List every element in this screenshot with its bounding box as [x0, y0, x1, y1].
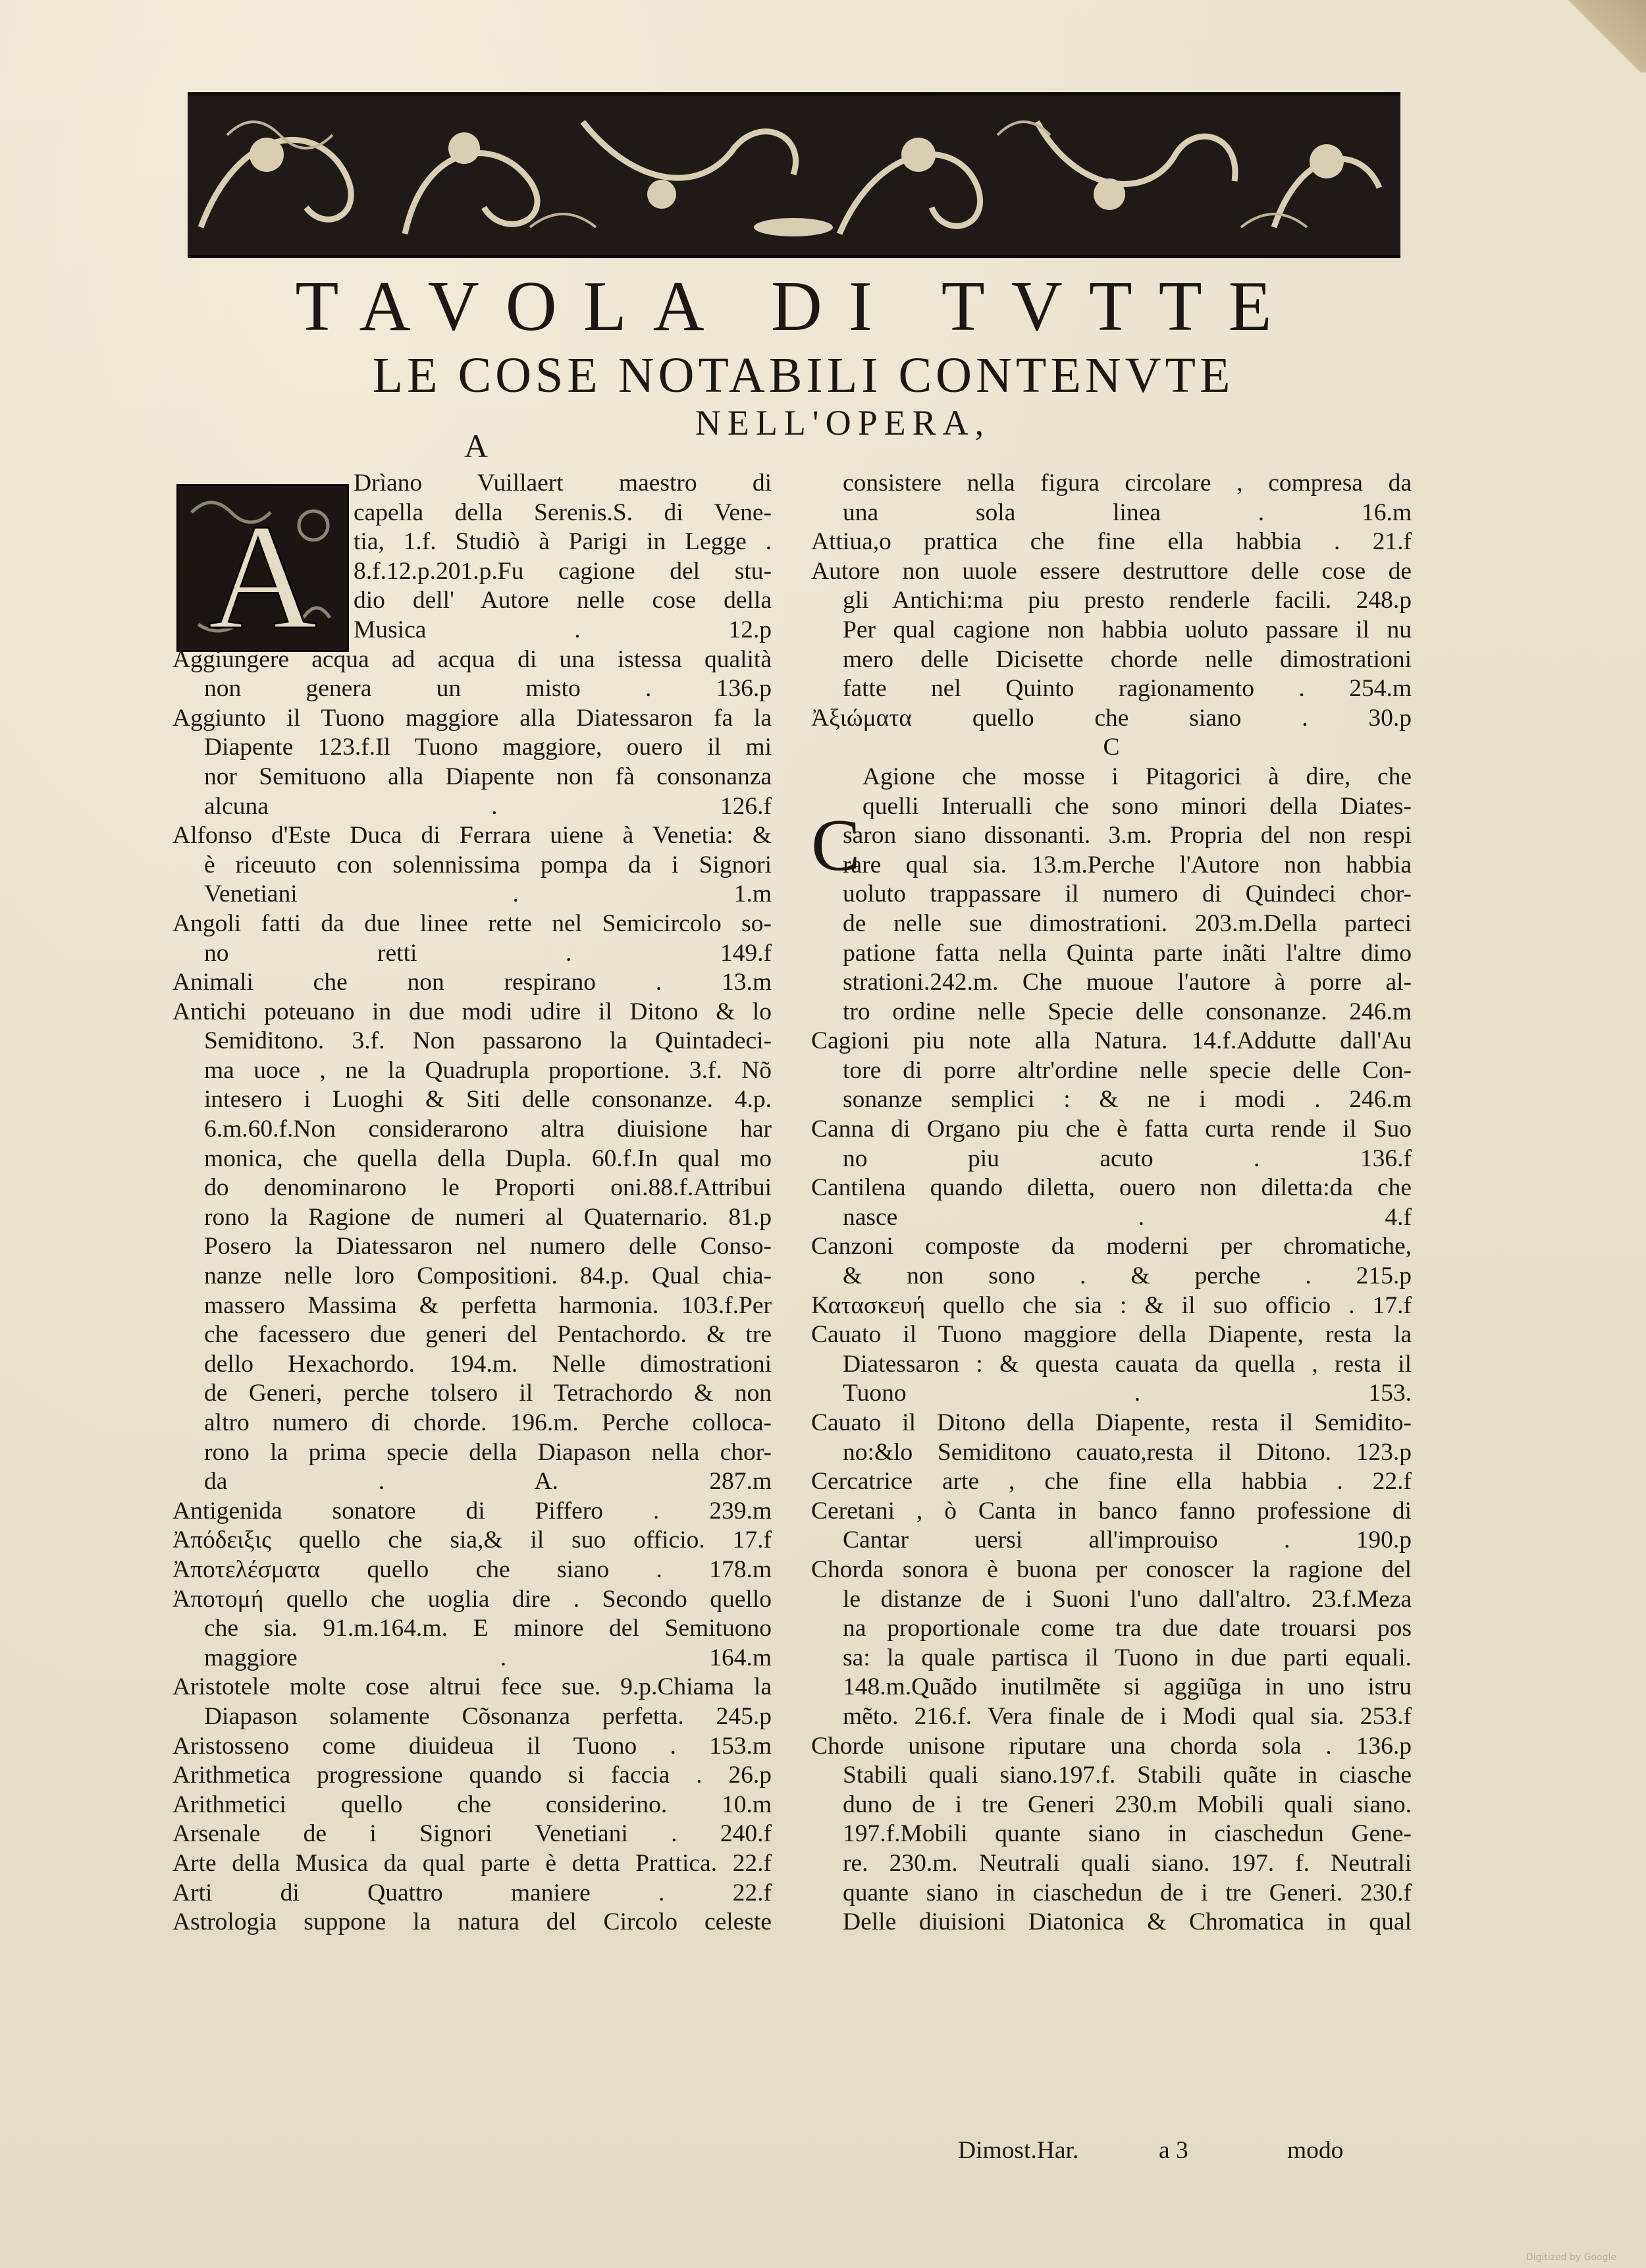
index-entry: Ἀποτομή quello che uoglia dire . Secondo quello: [173, 1585, 772, 1613]
index-entry: Cauato il Tuono maggiore della Diapente, resta la: [811, 1321, 1412, 1349]
section-letter-c: C: [1103, 734, 1120, 761]
index-column-right: [811, 469, 1412, 1937]
index-entry: Animali che non respirano . 13.m: [173, 969, 772, 996]
index-entry: Chorde unisone riputare una chorda sola . 136.p: [811, 1732, 1412, 1760]
initial-c: C: [811, 805, 861, 886]
index-entry: Canna di Organo piu che è fatta curta rende il Suo: [811, 1116, 1412, 1143]
index-entry: 197.f.Mobili quante siano in ciaschedun Gene-: [843, 1820, 1412, 1848]
index-entry: sa: la quale partisca il Tuono in due parti equali.: [843, 1644, 1412, 1671]
digitization-watermark: Digitized by Google: [1526, 2252, 1616, 2263]
index-entry: Attiua,o prattica che fine ella habbia . 21.f: [811, 528, 1412, 556]
index-entry: Chorda sonora è buona per conoscer la ragione del: [811, 1555, 1412, 1583]
index-entry: Aristotele molte cose altrui fece sue. 9.p.Chiama la: [173, 1673, 772, 1701]
index-entry: saron siano dissonanti. 3.m. Propria del non respi: [843, 822, 1412, 850]
index-entry: le distanze de i Suoni l'uno dall'altro. 23.f.Meza: [843, 1585, 1412, 1613]
index-entry: fatte nel Quinto ragionamento . 254.m: [843, 675, 1412, 703]
title-line-1: TAVOLA DI TVTTE: [295, 267, 1298, 346]
index-entry: sonanze semplici : & ne i modi . 246.m: [843, 1086, 1412, 1114]
index-entry: Agione che mosse i Pitagorici à dire, che: [863, 763, 1412, 790]
index-entry: no retti . 149.f: [204, 939, 772, 967]
index-entry: dello Hexachordo. 194.m. Nelle dimostrationi: [204, 1350, 772, 1378]
index-entry: Ἀπόδειξις quello che sia,& il suo officio. 17.f: [173, 1526, 772, 1554]
index-entry: de Generi, perche tolsero il Tetrachordo & non: [204, 1380, 772, 1407]
index-entry: monica, che quella della Dupla. 60.f.In qual mo: [204, 1145, 772, 1172]
index-entry: nanze nelle loro Compositioni. 84.p. Qual chia-: [204, 1262, 772, 1290]
index-entry: Diatessaron : & questa cauata da quella , resta il: [843, 1350, 1412, 1378]
index-entry: rono la prima specie della Diapason nella chor-: [204, 1438, 772, 1466]
index-entry: quante siano in ciaschedun de i tre Generi. 230.f: [843, 1879, 1412, 1906]
title-line-2: LE COSE NOTABILI CONTENVTE: [372, 348, 1234, 403]
index-entry: nor Semituono alla Diapente non fà consonanza: [204, 763, 772, 790]
index-entry: massero Massima & perfetta harmonia. 103.f.Per: [204, 1291, 772, 1319]
index-entry: Aggiungere acqua ad acqua di una istessa qualità: [173, 645, 772, 673]
index-entry: maggiore . 164.m: [204, 1644, 772, 1671]
index-entry: Arte della Musica da qual parte è detta Prattica. 22.f: [173, 1849, 772, 1877]
index-entry: Stabili quali siano.197.f. Stabili quãte in ciasche: [843, 1762, 1412, 1789]
index-entry: Delle diuisioni Diatonica & Chromatica in qual: [843, 1908, 1412, 1936]
index-entry: Drìano Vuillaert maestro di: [354, 470, 772, 497]
index-entry: intesero i Luoghi & Siti delle consonanze. 4.p.: [204, 1086, 772, 1114]
index-entry: Arithmetica progressione quando si faccia . 26.p: [173, 1762, 772, 1789]
index-entry: consistere nella figura circolare , compresa da: [843, 470, 1412, 497]
index-entry: Tuono . 153.: [843, 1380, 1412, 1407]
running-title: Dimost.Har.: [958, 2137, 1079, 2164]
index-entry: Posero la Diatessaron nel numero delle Conso-: [204, 1233, 772, 1260]
index-entry: Ἀξιώματα quello che siano . 30.p: [811, 704, 1412, 732]
index-entry: Alfonso d'Este Duca di Ferrara uiene à Venetia: &: [173, 822, 772, 850]
index-entry: Diapason solamente Cõsonanza perfetta. 245.p: [204, 1702, 772, 1730]
index-entry: alcuna . 126.f: [204, 792, 772, 820]
index-entry: Cagioni piu note alla Natura. 14.f.Addutte dall'Au: [811, 1027, 1412, 1055]
section-letter-a: A: [464, 427, 489, 464]
woodcut-headpiece: [188, 92, 1400, 258]
index-entry: no:&lo Semiditono cauato,resta il Ditono. 123.p: [843, 1438, 1412, 1466]
index-entry: Cercatrice arte , che fine ella habbia . 22.f: [811, 1468, 1412, 1496]
index-entry: tore di porre altr'ordine nelle specie delle Con-: [843, 1056, 1412, 1084]
page-corner: [1547, 0, 1646, 72]
index-entry: do denominarono le Proporti oni.88.f.Attribui: [204, 1174, 772, 1202]
index-entry: tia, 1.f. Studiò à Parigi in Legge .: [354, 528, 772, 556]
index-entry: quelli Interualli che sono minori della Diates-: [863, 792, 1412, 820]
index-entry: Canzoni composte da moderni per chromatiche,: [811, 1233, 1412, 1260]
index-entry: Antigenida sonatore di Piffero . 239.m: [173, 1497, 772, 1525]
index-entry: strationi.242.m. Che muoue l'autore à porre al-: [843, 969, 1412, 996]
index-entry: Musica . 12.p: [354, 616, 772, 643]
index-entry: Astrologia suppone la natura del Circolo celeste: [173, 1908, 772, 1936]
index-entry: Arti di Quattro maniere . 22.f: [173, 1879, 772, 1906]
index-entry: ma uoce , ne la Quadrupla proportione. 3.f. Nõ: [204, 1056, 772, 1084]
signature-mark: a 3: [1159, 2137, 1188, 2164]
index-entry: rare qual sia. 13.m.Perche l'Autore non habbia: [843, 851, 1412, 878]
title-line-3: NELL'OPERA,: [695, 403, 991, 443]
index-entry: 6.m.60.f.Non considerarono altra diuisione har: [204, 1116, 772, 1143]
index-entry: gli Antichi:ma piu presto renderle facili. 248.p: [843, 587, 1412, 614]
index-entry: no piu acuto . 136.f: [843, 1145, 1412, 1172]
index-entry: mẽto. 216.f. Vera finale de i Modi qual sia. 253.f: [843, 1702, 1412, 1730]
index-entry: è riceuuto con solennissima pompa da i Signori: [204, 851, 772, 878]
index-entry: Autore non uuole essere destruttore delle cose de: [811, 557, 1412, 585]
index-entry: altro numero di chorde. 196.m. Perche colloca-: [204, 1409, 772, 1436]
index-entry: Arithmetici quello che considerino. 10.m: [173, 1791, 772, 1818]
index-entry: non genera un misto . 136.p: [204, 675, 772, 703]
index-entry: & non sono . & perche . 215.p: [843, 1262, 1412, 1290]
index-entry: Per qual cagione non habbia uoluto passare il nu: [843, 616, 1412, 643]
index-entry: Angoli fatti da due linee rette nel Semicircolo so-: [173, 909, 772, 937]
index-entry: dio dell' Autore nelle cose della: [354, 587, 772, 614]
index-entry: Κατασκευή quello che sia : & il suo officio . 17.f: [811, 1291, 1412, 1319]
index-entry: Ceretani , ò Canta in banco fanno professione di: [811, 1497, 1412, 1525]
index-entry: Ἀποτελέσματα quello che siano . 178.m: [173, 1555, 772, 1583]
index-entry: na proportionale come tra due date trouarsi pos: [843, 1615, 1412, 1642]
index-entry: da . A. 287.m: [204, 1468, 772, 1496]
index-entry: Semiditono. 3.f. Non passarono la Quintadeci-: [204, 1027, 772, 1055]
index-entry: capella della Serenis.S. di Vene-: [354, 499, 772, 526]
index-entry: Aggiunto il Tuono maggiore alla Diatessaron fa la: [173, 704, 772, 732]
index-entry: Cantar uersi all'improuiso . 190.p: [843, 1526, 1412, 1554]
index-entry: nasce . 4.f: [843, 1203, 1412, 1231]
index-entry: patione fatta nella Quinta parte inãti l'altre dimo: [843, 939, 1412, 967]
index-entry: Venetiani . 1.m: [204, 880, 772, 908]
svg-text:A: A: [207, 493, 318, 650]
index-entry: una sola linea . 16.m: [843, 499, 1412, 526]
index-entry: 8.f.12.p.201.p.Fu cagione del stu-: [354, 557, 772, 585]
index-entry: Arsenale de i Signori Venetiani . 240.f: [173, 1820, 772, 1848]
index-entry: duno de i tre Generi 230.m Mobili quali siano.: [843, 1791, 1412, 1818]
index-entry: Cantilena quando diletta, ouero non diletta:da che: [811, 1174, 1412, 1202]
index-entry: Cauato il Ditono della Diapente, resta il Semidito-: [811, 1409, 1412, 1436]
index-column-left: [173, 469, 772, 1937]
index-entry: Aristosseno come diuideua il Tuono . 153.m: [173, 1732, 772, 1760]
index-entry: mero delle Dicisette chorde nelle dimostrationi: [843, 645, 1412, 673]
index-entry: de nelle sue dimostrationi. 203.m.Della parteci: [843, 909, 1412, 937]
catchword: modo: [1287, 2137, 1344, 2164]
index-entry: che sia. 91.m.164.m. E minore del Semituono: [204, 1615, 772, 1642]
index-entry: Diapente 123.f.Il Tuono maggiore, ouero il mi: [204, 734, 772, 761]
index-entry: 148.m.Quãdo inutilmẽte si aggiũga in uno istru: [843, 1673, 1412, 1701]
index-entry: uoluto trappassare il numero di Quindeci chor-: [843, 880, 1412, 908]
index-entry: tro ordine nelle Specie delle consonanze. 246.m: [843, 998, 1412, 1025]
index-entry: che facessero due generi del Pentachordo. & tre: [204, 1321, 772, 1349]
index-entry: Antichi poteuano in due modi udire il Ditono & lo: [173, 998, 772, 1025]
index-entry: rono la Ragione de numeri al Quaternario. 81.p: [204, 1203, 772, 1231]
index-entry: re. 230.m. Neutrali quali siano. 197. f. Neutrali: [843, 1849, 1412, 1877]
